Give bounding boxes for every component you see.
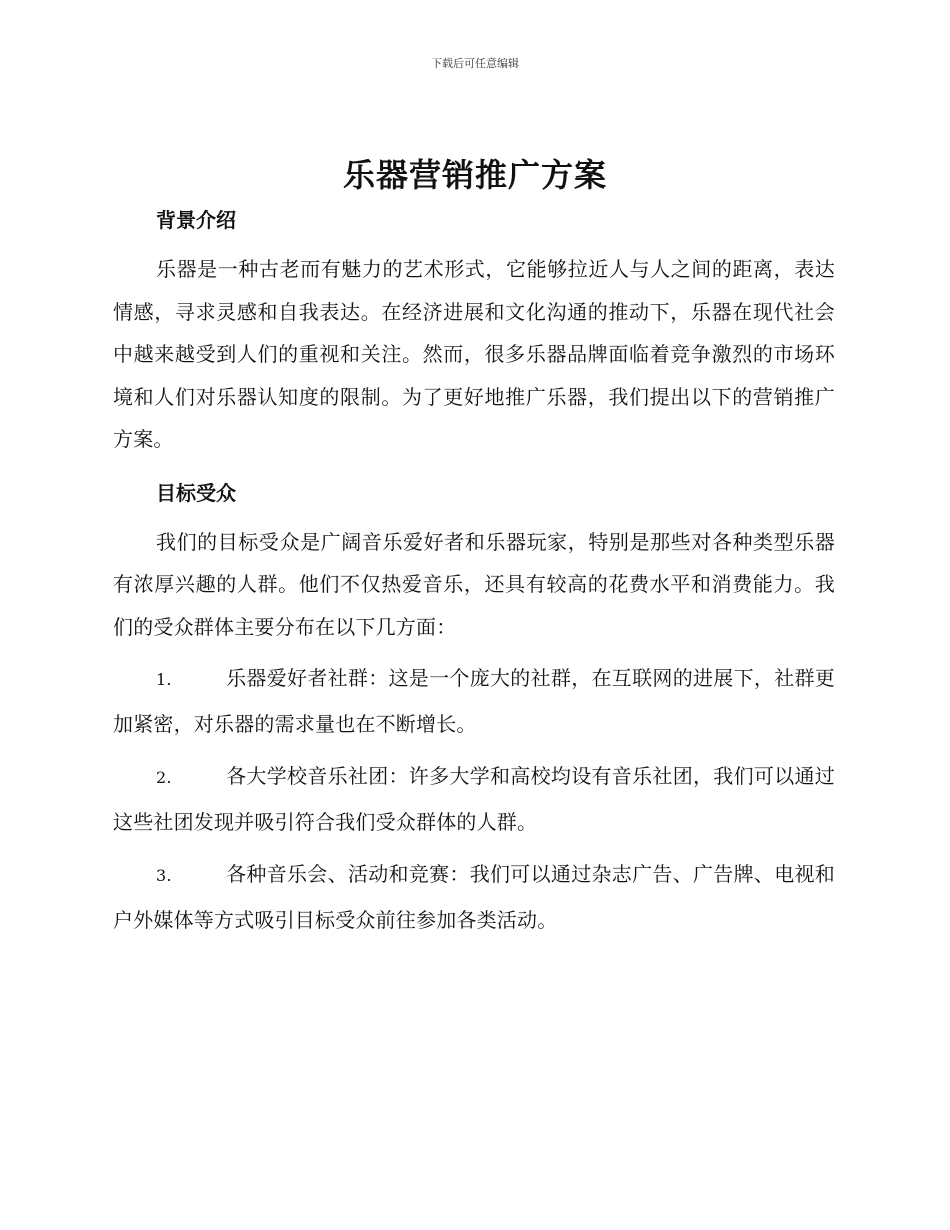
list-item-3 bbox=[113, 852, 835, 942]
paragraph-target-audience: 我们的目标受众是广阔音乐爱好者和乐器玩家，特别是那些对各种类型乐器有浓厚兴趣的人群。他们不仅热爱音乐，还具有较高的花费水平和消费能力。我们的受众群体主要分布在以下几方面： bbox=[113, 529, 835, 639]
list-item-2 bbox=[113, 754, 835, 844]
section-heading-target-audience: 目标受众 bbox=[156, 480, 236, 505]
header-note: 下载后可任意编辑 bbox=[431, 57, 519, 70]
list-item-text: 各种音乐会、活动和竞赛：我们可以通过杂志广告、广告牌、电视和户外媒体等方式吸引目标受众前往参加各类活动。 bbox=[113, 862, 835, 932]
document-body bbox=[113, 198, 835, 942]
list-number: 3. bbox=[156, 866, 172, 885]
paragraph-background: 乐器是一种古老而有魅力的艺术形式，它能够拉近人与人之间的距离，表达情感，寻求灵感和自我表达。在经济进展和文化沟通的推动下，乐器在现代社会中越来越受到人们的重视和关注。然而，很多乐器品牌面临着竞争激烈的市场环境和人们对乐器认知度的限制。为了更好地推广乐器，我们提出以下的营销推广方案。 bbox=[113, 257, 835, 451]
list-number: 1. bbox=[156, 670, 172, 689]
list-item-text: 各大学校音乐社团：许多大学和高校均设有音乐社团，我们可以通过这些社团发现并吸引符合我们受众群体的人群。 bbox=[113, 764, 835, 834]
list-item-text: 乐器爱好者社群：这是一个庞大的社群，在互联网的进展下，社群更加紧密，对乐器的需求量也在不断增长。 bbox=[113, 666, 835, 736]
page-title: 乐器营销推广方案 bbox=[342, 156, 607, 194]
list-item-1 bbox=[113, 656, 835, 746]
section-heading-background: 背景介绍 bbox=[156, 208, 236, 232]
list-number: 2. bbox=[156, 768, 172, 787]
